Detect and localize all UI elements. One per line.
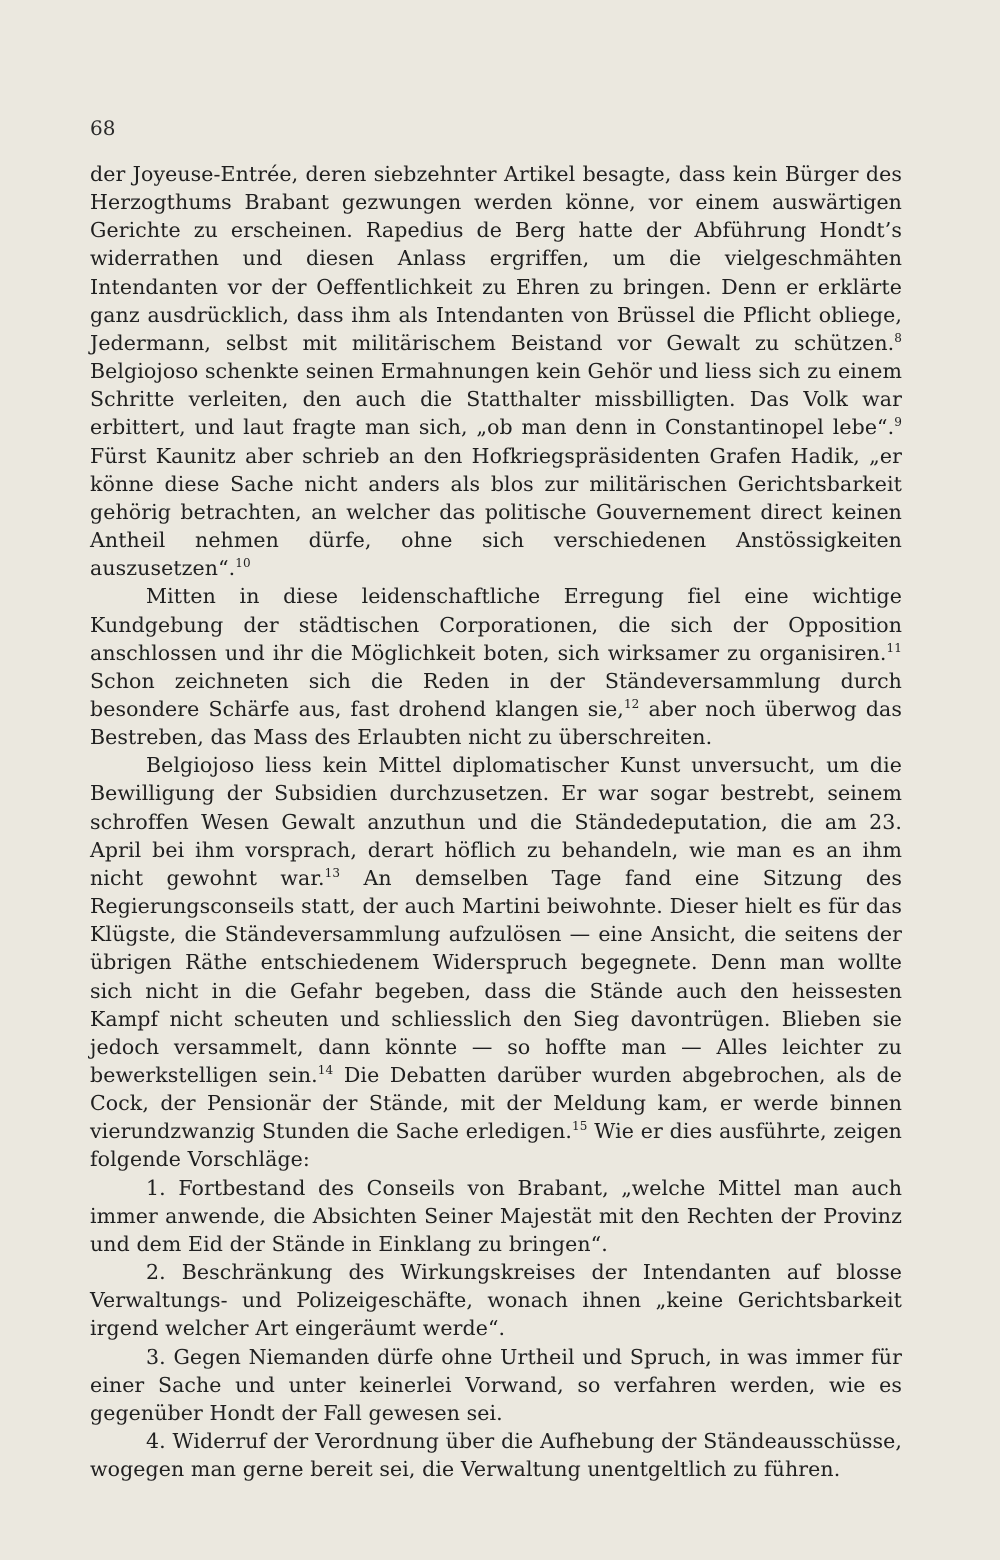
footnote-marker: 9 (894, 415, 902, 430)
text-run: 3. Gegen Niemanden dürfe ohne Urtheil und Spruch, in was immer für einer Sache und unter keinerlei Vorwand, so verfahren werden, wie es gegenüber Hondt der Fall gewesen sei. (90, 1344, 902, 1425)
paragraph (90, 1343, 902, 1427)
paragraph (90, 1427, 902, 1483)
paragraph (90, 160, 902, 582)
text-run: Wie er dies ausführte, zeigen folgende Vorschläge: (90, 1119, 902, 1172)
text-run: 1. Fortbestand des Conseils von Brabant, „welche Mittel man auch immer anwende, die Absichten Seiner Majestät mit den Rechten der Provinz und dem Eid der Stände in Einklang zu bringen“. (90, 1175, 902, 1256)
body-text (90, 160, 902, 1483)
text-run: Schon zeichneten sich die Reden in der Ständeversammlung durch besondere Schärfe aus, fast drohend klangen sie, (90, 668, 902, 721)
text-run: Belgiojoso liess kein Mittel diplomatischer Kunst unversucht, um die Bewilligung der Subsidien durchzusetzen. Er war sogar bestrebt, seinem schroffen Wesen Gewalt anzuthun und die Ständedeputation, die am 23. April bei ihm vorsprach, derart höflich zu behandeln, wie man es an ihm nicht gewohnt war. (90, 753, 902, 890)
footnote-marker: 13 (324, 865, 341, 880)
paragraph (90, 1174, 902, 1258)
paragraph (90, 751, 902, 1173)
page-number: 68 (90, 116, 116, 140)
footnote-marker: 10 (235, 556, 251, 571)
paragraph (90, 582, 902, 751)
text-run: Die Debatten darüber wurden abgebrochen, als de Cock, der Pensionär der Stände, mit der Meldung kam, er werde binnen vierundzwanzig Stunden die Sache erledigen. (90, 1063, 903, 1144)
text-run: aber noch überwog das Bestreben, das Mass des Erlaubten nicht zu überschreiten. (90, 696, 903, 750)
text-run: Fürst Kaunitz aber schrieb an den Hofkriegspräsidenten Grafen Hadik, „er könne diese Sache nicht anders als blos zur militärischen Gerichtsbarkeit gehörig betrachten, an welcher das politische Gouvernement direct keinen Antheil nehmen dürfe, ohne sich verschiedenen Anstössigkeiten auszusetzen“. (90, 443, 902, 581)
text-run: Mitten in diese leidenschaftliche Erregung fiel eine wichtige Kundgebung der städtischen Corporationen, die sich der Opposition anschlossen und ihr die Möglichkeit boten, sich wirksamer zu organisiren. (90, 584, 902, 665)
text-run: Belgiojoso schenkte seinen Ermahnungen kein Gehör und liess sich zu einem Schritte verleiten, den auch die Statthalter missbilligten. Das Volk war erbittert, und laut fragte man sich, „ob man denn in Constantinopel lebe“. (90, 359, 902, 440)
paragraph (90, 1258, 902, 1342)
text-run: 4. Widerruf der Verordnung über die Aufhebung der Ständeausschüsse, wogegen man gerne bereit sei, die Verwaltung unentgeltlich zu führen. (90, 1429, 902, 1482)
footnote-marker: 14 (317, 1063, 334, 1077)
footnote-marker: 11 (886, 640, 902, 655)
footnote-marker: 12 (623, 696, 640, 711)
text-run: der Joyeuse-Entrée, deren siebzehnter Artikel besagte, dass kein Bürger des Herzogthums Brabant gezwungen werden könne, vor einem auswärtigen Gerichte zu erscheinen. Rapedius de Berg hatte der Abführung Hondt’s widerrathen und diesen Anlass ergriffen, um die vielgeschmähten Intendanten vor der Oeffentlichkeit zu Ehren zu bringen. Denn er erklärte ganz ausdrücklich, dass ihm als Intendanten von Brüssel die Pflicht obliege, Jedermann, selbst mit militärischem Beistand vor Gewalt zu schützen. (90, 162, 902, 355)
text-run: An demselben Tage fand eine Sitzung des Regierungsconseils statt, der auch Martini beiwohnte. Dieser hielt es für das Klügste, die Ständeversammlung aufzulösen — eine Ansicht, die seitens der übrigen Räthe entschiedenem Widerspruch begegnete. Denn man wollte sich nicht in die Gefahr begeben, dass die Stände auch den heissesten Kampf nicht scheuten und schliesslich den Sieg davontrügen. Blieben sie jedoch versammelt, dann könnte — so hoffte man — Alles leichter zu bewerkstelligen sein. (90, 865, 903, 1087)
footnote-marker: 8 (894, 330, 902, 345)
footnote-marker: 15 (572, 1119, 588, 1134)
text-run: 2. Beschränkung des Wirkungskreises der Intendanten auf blosse Verwaltungs- und Polizeigeschäfte, wonach ihnen „keine Gerichtsbarkeit irgend welcher Art eingeräumt werde“. (90, 1260, 902, 1341)
